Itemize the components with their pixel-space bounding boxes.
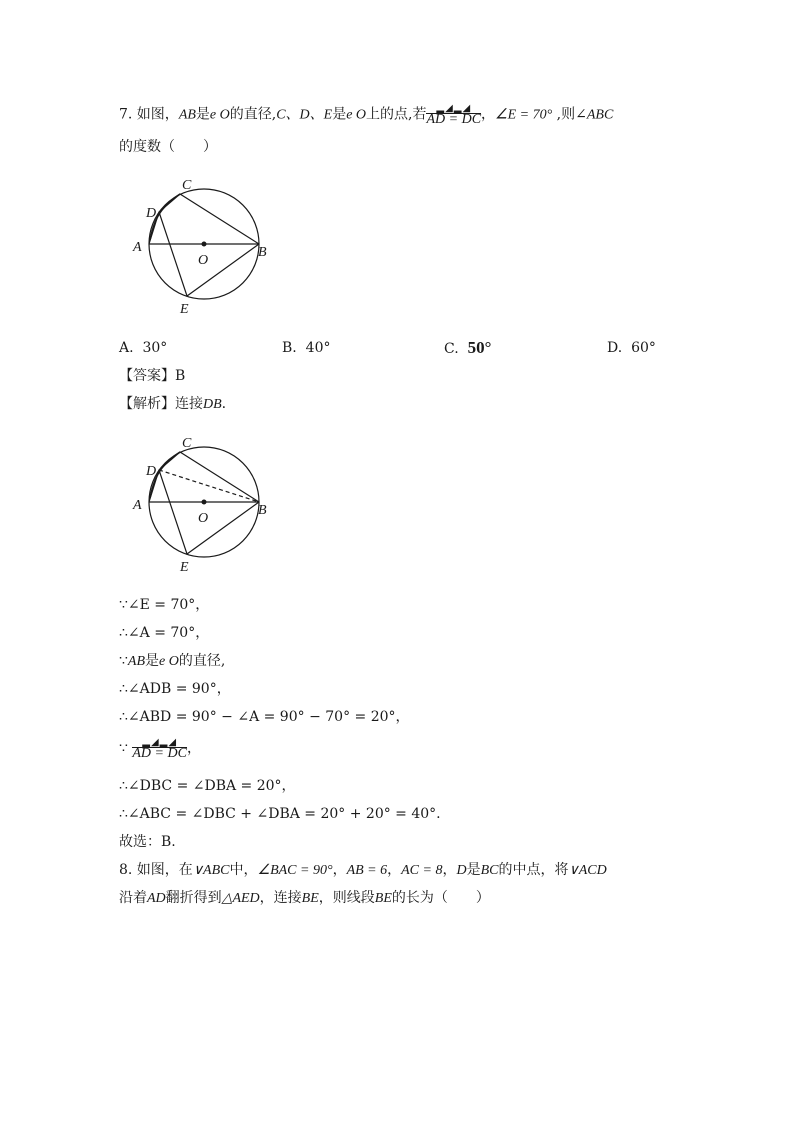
q8-line2: [119, 888, 490, 909]
q7-angle-e: ∠E = 70°: [495, 107, 553, 123]
q8-be: BE: [301, 891, 319, 906]
label-e: E: [180, 560, 189, 575]
arc-marks: ▂◢▂◢: [436, 103, 472, 114]
q8-angle-bac: ∠BAC = 90°: [257, 863, 333, 878]
q7-text: ，: [481, 106, 496, 123]
q8-ad: AD: [147, 891, 166, 906]
step-3-circle-o: e O: [159, 654, 179, 669]
q8-text: ，: [332, 862, 347, 878]
step-6-text: ，: [186, 740, 201, 757]
answer-value: B: [175, 368, 186, 384]
step-3-ab: AB: [127, 654, 146, 669]
step-3-text: 的直径,: [178, 653, 226, 669]
chords-deb: [159, 212, 259, 296]
q8-text: ，: [387, 862, 402, 878]
analysis-period: .: [221, 396, 227, 412]
option-b-value: 40°: [305, 340, 331, 356]
label-a: A: [133, 240, 142, 255]
option-a-label: A.: [119, 340, 134, 356]
q8-d: D: [456, 863, 467, 878]
label-b: B: [258, 503, 267, 518]
step-2: ∴∠A = 70°，: [119, 625, 210, 641]
q7-cde: C、D、E: [276, 107, 333, 123]
step-6-arc-equality: [132, 737, 187, 760]
step-3-text: 是: [145, 653, 160, 669]
q8-text: ，: [442, 862, 457, 878]
q7-line2: 的度数（ ）: [119, 139, 217, 155]
step-9: 故选：B.: [119, 834, 176, 850]
q8-text: 翻折得到: [165, 890, 222, 906]
step-8: ∴∠ABC = ∠DBC + ∠DBA = 20° + 20° = 40°.: [119, 806, 441, 822]
option-a: [119, 340, 167, 356]
q7-ab: AB: [178, 107, 196, 123]
option-c: [444, 338, 491, 358]
option-b: [282, 340, 330, 356]
center-point: [202, 242, 207, 247]
q7-line1: [119, 103, 613, 126]
option-d: [607, 340, 656, 356]
label-d: D: [146, 206, 157, 221]
q7-circle-o: e O: [346, 107, 367, 123]
q7-number: 7. 如图，: [119, 106, 179, 123]
label-c: C: [182, 436, 192, 451]
analysis-line: [119, 394, 226, 415]
q8-text: 的中点，将: [498, 862, 569, 878]
analysis-text: 连接: [175, 396, 203, 412]
step-3: [119, 651, 225, 672]
label-b: B: [258, 245, 267, 260]
analysis-label: 【解析】: [119, 396, 175, 412]
label-d: D: [146, 464, 157, 479]
q8-text: 的长为（ ）: [391, 890, 490, 906]
q8-ac: AC = 8: [401, 863, 443, 878]
q7-text: 上的点,若: [366, 106, 427, 123]
answer-line: [119, 366, 185, 386]
q7-text: 是: [195, 106, 210, 123]
q8-line1: [119, 860, 607, 881]
label-o: O: [198, 253, 209, 268]
answer-label: 【答案】: [119, 368, 175, 384]
q7-text: ,则∠: [552, 106, 587, 123]
option-a-value: 30°: [142, 340, 168, 356]
q8-text: 沿着: [119, 890, 147, 906]
q7-text: 的直径,: [229, 106, 277, 123]
option-b-label: B.: [282, 340, 297, 356]
step-7: ∴∠DBC = ∠DBA = 20°，: [119, 778, 296, 794]
label-a: A: [133, 498, 142, 513]
q7-arc-equality: [426, 103, 481, 126]
analysis-db: DB: [203, 397, 222, 412]
center-point: [202, 500, 207, 505]
q7-text: 是: [332, 106, 347, 123]
option-c-label: C.: [444, 341, 459, 357]
q8-text: ，连接: [259, 890, 302, 906]
q8-text: 中，: [229, 862, 258, 878]
q7-abc: ABC: [586, 107, 614, 123]
dashed-db: [159, 470, 259, 502]
step-3-because: ∵: [119, 653, 128, 669]
option-d-value: 60°: [631, 340, 656, 356]
option-d-label: D.: [607, 340, 623, 356]
q7-circle-o: e O: [209, 107, 230, 123]
label-o: O: [198, 511, 209, 526]
q8-ab: AB = 6: [346, 863, 388, 878]
step-4: ∴∠ADB = 90°，: [119, 681, 231, 697]
chords-adcb: [149, 194, 259, 244]
circle-figure-2: [128, 430, 278, 578]
q8-triangle-abc: ∨ABC: [192, 863, 230, 878]
q8-triangle-aed: △AED: [221, 891, 260, 906]
option-c-value: 50°: [467, 338, 492, 357]
step-5: ∴∠ABD = 90° − ∠A = 90° − 70° = 20°，: [119, 709, 410, 725]
label-c: C: [182, 178, 192, 193]
q8-text: ，则线段: [318, 890, 375, 906]
q8-text: 是: [466, 862, 481, 878]
q8-bc: BC: [480, 863, 499, 878]
circle-figure-1: [128, 172, 278, 320]
q8-be: BE: [374, 891, 392, 906]
q8-number: 8. 如图，在: [119, 862, 193, 878]
q8-triangle-acd: ∨ACD: [568, 863, 607, 878]
label-e: E: [180, 302, 189, 317]
arc-marks: ▂◢▂◢: [142, 737, 178, 748]
arc-ad-dc: AD = DC: [132, 746, 187, 761]
arc-ad-dc: AD = DC: [426, 112, 482, 127]
chords-adcb: [149, 452, 259, 502]
step-1: ∵∠E = 70°，: [119, 597, 210, 613]
step-6-because: ∵: [119, 740, 128, 757]
chords-deb: [159, 470, 259, 554]
step-6: [119, 737, 201, 760]
